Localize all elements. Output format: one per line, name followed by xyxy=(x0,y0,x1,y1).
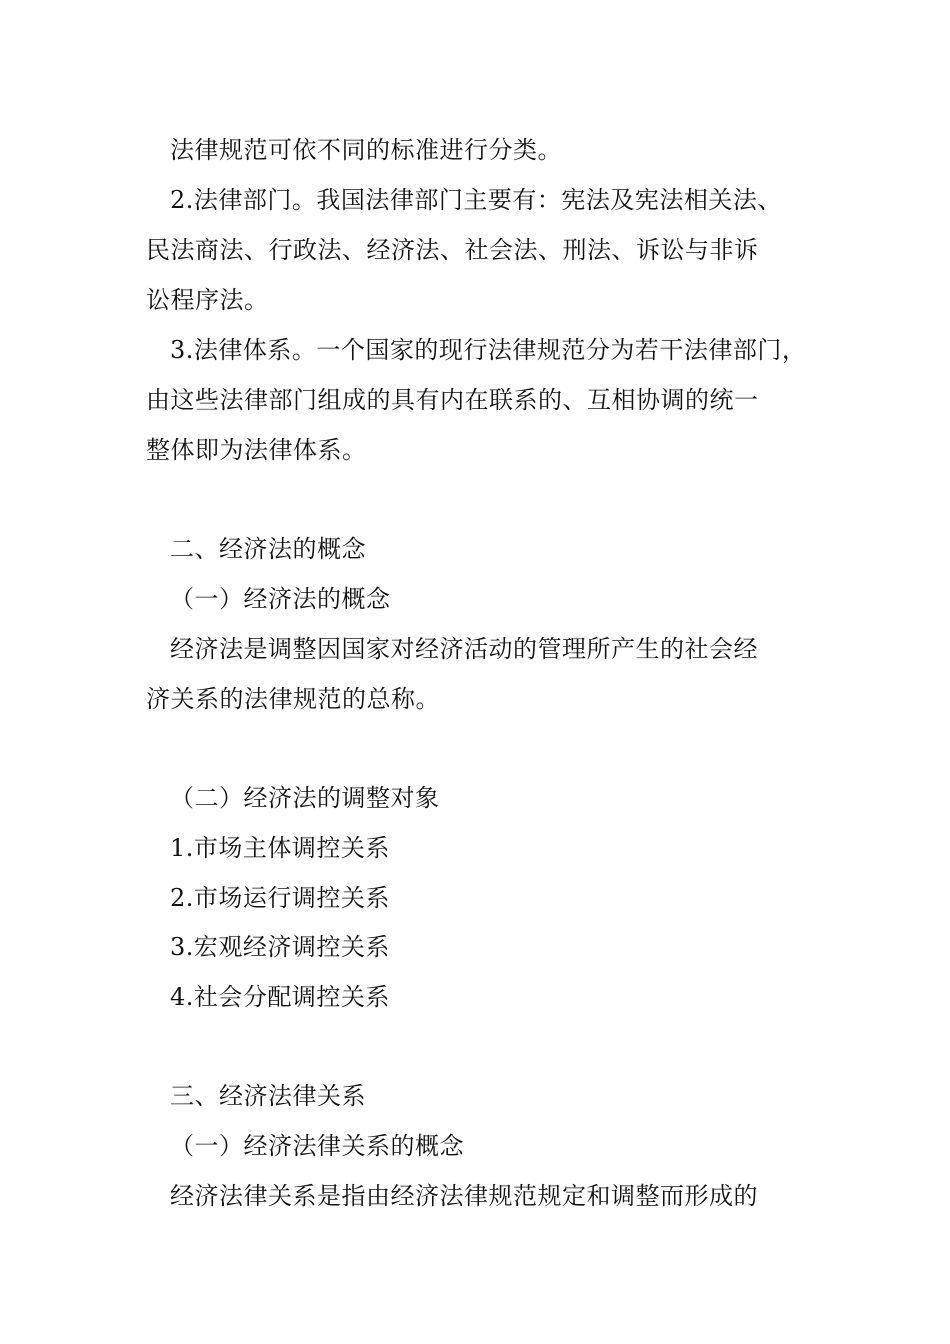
paragraph-line: 民法商法、行政法、经济法、社会法、刑法、诉讼与非诉 xyxy=(146,236,759,264)
list-item: 4.社会分配调控关系 xyxy=(170,983,390,1011)
paragraph-line: 由这些法律部门组成的具有内在联系的、互相协调的统一 xyxy=(146,386,759,414)
subsection-heading: （二）经济法的调整对象 xyxy=(170,784,440,812)
list-item: 1.市场主体调控关系 xyxy=(170,834,390,862)
list-item: 3.宏观经济调控关系 xyxy=(170,933,390,961)
paragraph-line: 济关系的法律规范的总称。 xyxy=(146,685,440,713)
paragraph-line: 讼程序法。 xyxy=(146,286,269,314)
section-heading: 二、经济法的概念 xyxy=(170,535,366,563)
paragraph-line: 经济法律关系是指由经济法律规范规定和调整而形成的 xyxy=(170,1182,758,1210)
paragraph-line: 经济法是调整因国家对经济活动的管理所产生的社会经 xyxy=(170,635,758,663)
subsection-heading: （一）经济法的概念 xyxy=(170,585,391,613)
paragraph-line: 2.法律部门。我国法律部门主要有：宪法及宪法相关法、 xyxy=(170,186,782,214)
paragraph-line: 法律规范可依不同的标准进行分类。 xyxy=(170,136,562,164)
subsection-heading: （一）经济法律关系的概念 xyxy=(170,1132,464,1160)
paragraph-line: 整体即为法律体系。 xyxy=(146,436,367,464)
paragraph-line: 3.法律体系。一个国家的现行法律规范分为若干法律部门， xyxy=(170,336,807,364)
list-item: 2.市场运行调控关系 xyxy=(170,884,390,912)
section-heading: 三、经济法律关系 xyxy=(170,1082,366,1110)
